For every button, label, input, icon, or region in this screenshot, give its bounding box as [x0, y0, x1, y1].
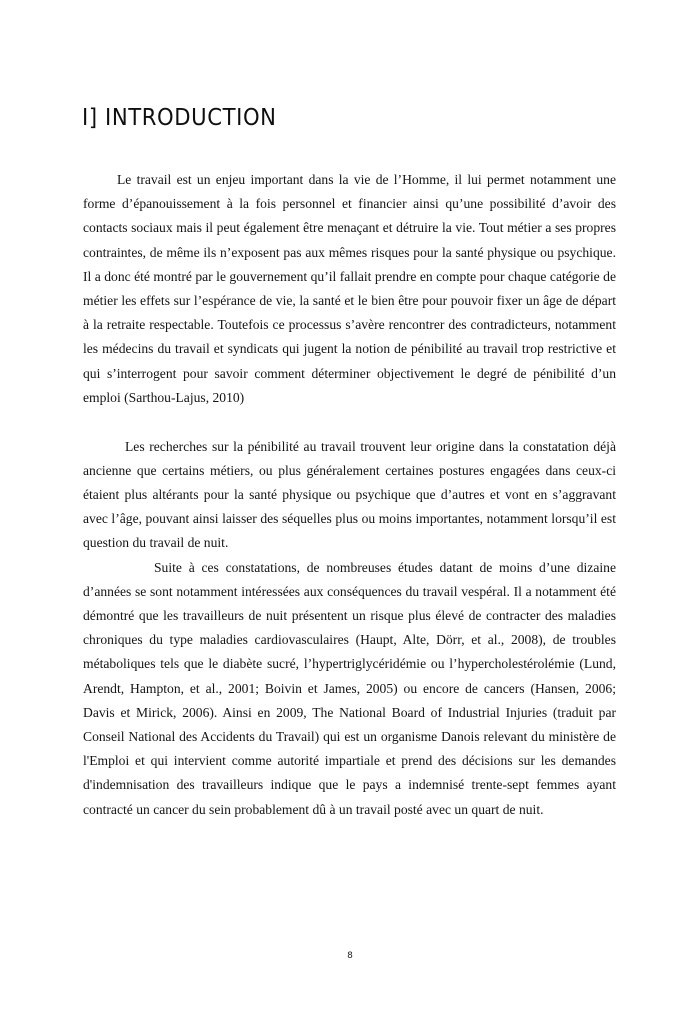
paragraph-intro: Le travail est un enjeu important dans la vie de l’Homme, il lui permet notamment une forme d’épanouissement à la fois personnel et financier ainsi qu’une possibilité d’avoir des contacts sociaux mais il peut également être menaçant et détruire la vie. Tout métier a ses propres contraintes, de même ils n’exposent pas aux mêmes risques pour la santé physique ou psychique. Il a donc été montré par le gouvernement qu’il fallait prendre en compte pour chaque catégorie de métier les effets sur l’espérance de vie, la santé et le bien être pour pouvoir fixer un âge de départ à la retraite respectable. Toutefois ce processus s’avère rencontrer des contradicteurs, notamment les médecins du travail et syndicats qui jugent la notion de pénibilité au travail trop restrictive et qui s’interrogent pour savoir comment déterminer objectivement le degré de pénibilité d’un emploi (Sarthou-Lajus, 2010) [83, 172, 616, 405]
section-heading: I] INTRODUCTION [82, 103, 277, 131]
paragraph-night-work-studies: Suite à ces constatations, de nombreuses études datant de moins d’une dizaine d’années se sont notamment intéressées aux conséquences du travail vespéral. Il a notamment été démontré que les travailleurs de nuit présentent un risque plus élevé de contracter des maladies chroniques du type maladies cardiovasculaires (Haupt, Alte, Dörr, et al., 2008), de troubles métaboliques tels que le diabète sucré, l’hypertriglycéridémie ou l’hypercholestérolémie (Lund, Arendt, Hampton, et al., 2001; Boivin et James, 2005) ou encore de cancers (Hansen, 2006; Davis et Mirick, 2006). Ainsi en 2009, The National Board of Industrial Injuries (traduit par Conseil National des Accidents du Travail) qui est un organisme Danois relevant du ministère de l'Emploi et qui intervient comme autorité impartiale et prend des décisions sur les demandes d'indemnisation des travailleurs indique que le pays a indemnisé trente-sept femmes ayant contracté un cancer du sein probablement dû à un travail posté avec un quart de nuit. [83, 559, 616, 817]
paragraph-research-origin: Les recherches sur la pénibilité au travail trouvent leur origine dans la constatation déjà ancienne que certains métiers, ou plus généralement certaines postures engagées dans ceux-ci étaient plus altérants pour la santé physique ou psychique que d’autres et vont en s’aggravant avec l’âge, pouvant ainsi laisser des séquelles plus ou moins importantes, notamment lorsqu’il est question du travail de nuit. [83, 438, 616, 551]
body-text [83, 168, 616, 822]
page-number: 8 [347, 951, 353, 961]
